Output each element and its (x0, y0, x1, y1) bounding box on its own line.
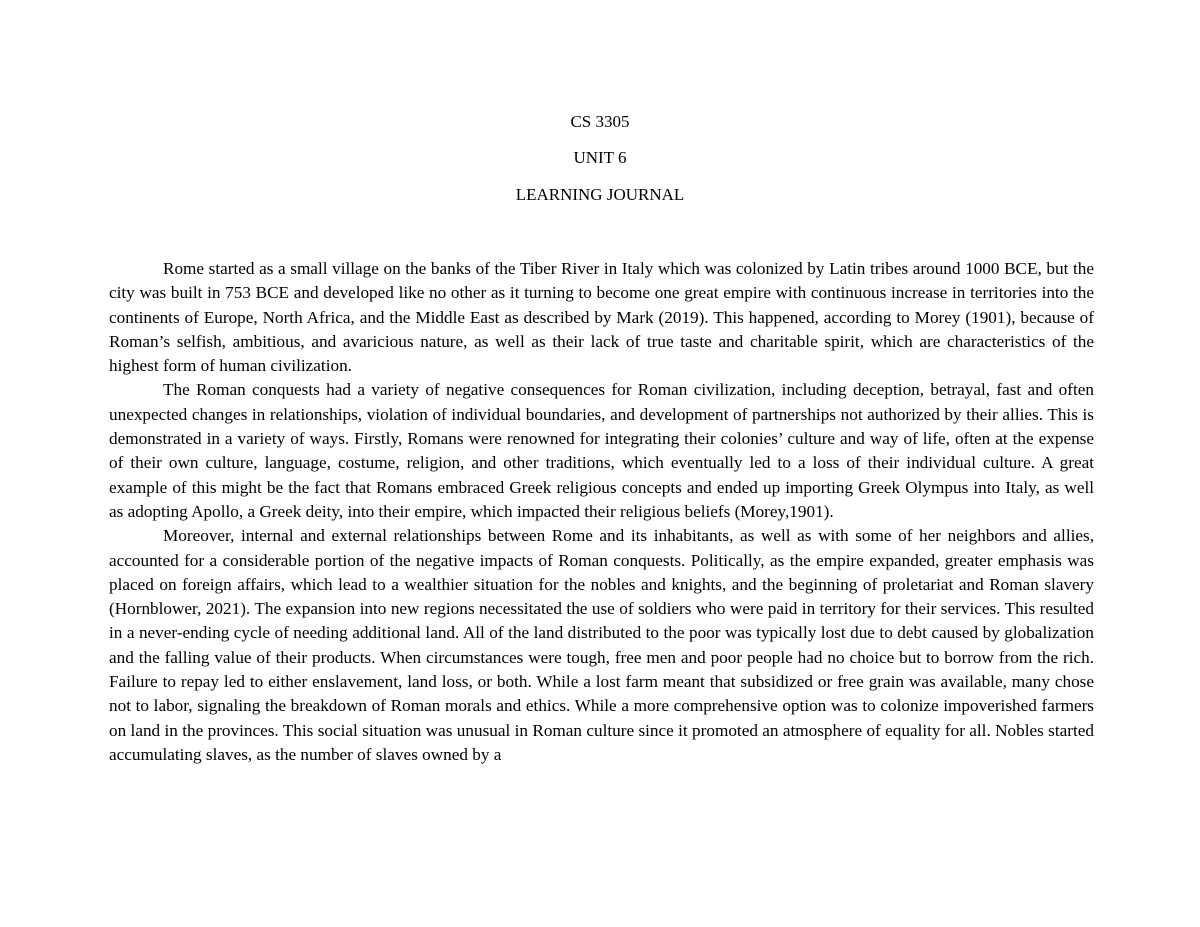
document-title: LEARNING JOURNAL (515, 185, 685, 204)
paragraph-1: Rome started as a small village on the banks of the Tiber River in Italy which was colonized by Latin tribes around 1000 BCE, but the city was built in 753 BCE and developed like no other as it turning to become one great empire with continuous increase in territories into the continents of Europe, North Africa, and the Middle East as described by Mark (2019). This happened, according to Morey (1901), because of Roman’s selfish, ambitious, and avaricious nature, as well as their lack of true taste and charitable spirit, which are characteristics of the highest form of human civilization. (109, 259, 1094, 376)
unit-label: UNIT 6 (573, 148, 627, 167)
paragraph-3: Moreover, internal and external relationships between Rome and its inhabitants, as well as with some of her neighbors and allies, accounted for a considerable portion of the negative impacts of Roman conquests. Politically, as the empire expanded, greater emphasis was placed on foreign affairs, which lead to a wealthier situation for the nobles and knights, and the beginning of proletariat and Roman slavery (Hornblower, 2021). The expansion into new regions necessitated the use of soldiers who were paid in territory for their services. This resulted in a never-ending cycle of needing additional land. All of the land distributed to the poor was typically lost due to debt caused by globalization and the falling value of their products. When circumstances were tough, free men and poor people had no choice but to borrow from the rich. Failure to repay led to either enslavement, land loss, or both. While a lost farm meant that subsidized or free grain was available, many chose not to labor, signaling the breakdown of Roman morals and ethics. While a more comprehensive option was to colonize impoverished farmers on land in the provinces. This social situation was unusual in Roman culture since it promoted an atmosphere of equality for all. Nobles started accumulating slaves, as the number of slaves owned by a (109, 526, 1094, 764)
paragraph-2: The Roman conquests had a variety of negative consequences for Roman civilization, including deception, betrayal, fast and often unexpected changes in relationships, violation of individual boundaries, and development of partnerships not authorized by their allies. This is demonstrated in a variety of ways. Firstly, Romans were renowned for integrating their colonies’ culture and way of life, often at the expense of their own culture, language, costume, religion, and other traditions, which eventually led to a loss of their individual culture. A great example of this might be the fact that Romans embraced Greek religious concepts and ended up importing Greek Olympus into Italy, as well as adopting Apollo, a Greek deity, into their empire, which impacted their religious beliefs (Morey,1901). (109, 380, 1094, 521)
journal-body (109, 257, 1094, 767)
course-code: CS 3305 (570, 112, 630, 131)
